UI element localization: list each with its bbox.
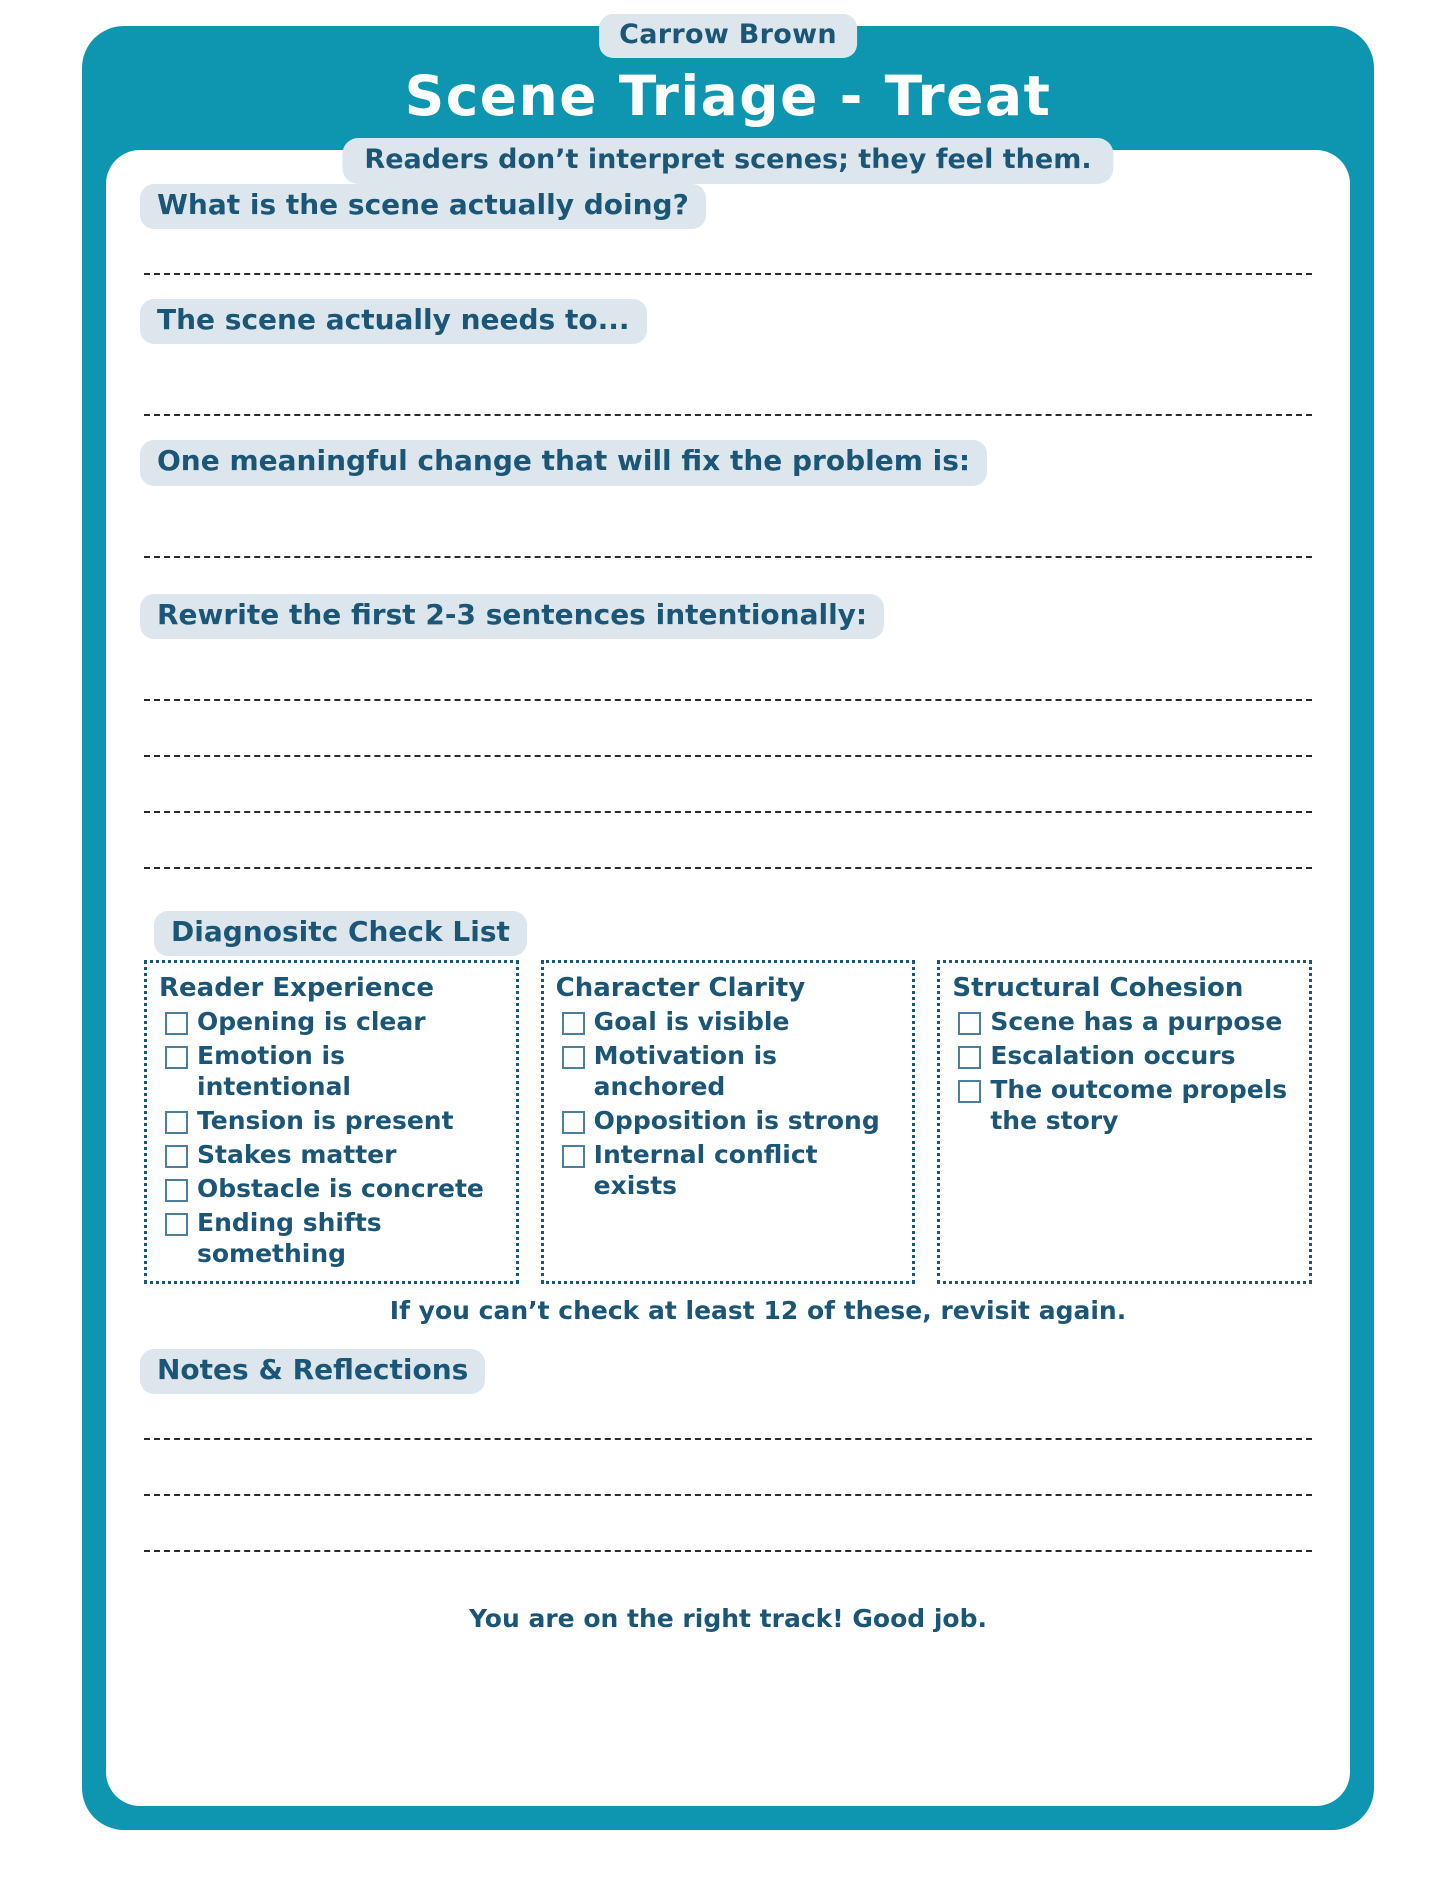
checklist-heading: Diagnositc Check List xyxy=(154,911,527,956)
footer-message: You are on the right track! Good job. xyxy=(469,1604,987,1634)
checklist-item-label: Obstacle is concrete xyxy=(197,1173,484,1203)
checklist-item-label: Emotion is intentional xyxy=(197,1040,352,1101)
checklist-item-label: The outcome propels the story xyxy=(990,1074,1288,1135)
checklist-note: If you can’t check at least 12 of these, revisit again. xyxy=(389,1295,1127,1325)
checklist-column-title: Character Clarity xyxy=(555,972,806,1003)
checkbox-icon[interactable] xyxy=(165,1111,188,1134)
checklist-item-label: Internal conflict exists xyxy=(593,1139,818,1200)
checklist-item[interactable] xyxy=(159,1173,504,1204)
checklist-item[interactable] xyxy=(556,1040,901,1102)
checkbox-icon[interactable] xyxy=(562,1012,585,1035)
checklist-item[interactable] xyxy=(556,1105,901,1136)
checklist-item-label: Scene has a purpose xyxy=(990,1006,1283,1036)
notes-line[interactable] xyxy=(144,1550,1312,1552)
worksheet-page xyxy=(106,150,1350,1806)
checkbox-icon[interactable] xyxy=(165,1012,188,1035)
checklist-item[interactable] xyxy=(952,1040,1297,1071)
prompt-block-3 xyxy=(140,440,1316,485)
prompt-label-3: One meaningful change that will fix the problem is: xyxy=(140,440,987,485)
checkbox-icon[interactable] xyxy=(165,1046,188,1069)
checklist-item-label: Tension is present xyxy=(197,1105,454,1135)
diagnostic-checklist xyxy=(140,875,1316,1325)
checklist-item-label: Opposition is strong xyxy=(593,1105,880,1135)
checklist-item[interactable] xyxy=(159,1006,504,1037)
prompt-block-4 xyxy=(140,594,1316,639)
checkbox-icon[interactable] xyxy=(958,1080,981,1103)
checklist-item-label: Ending shifts something xyxy=(197,1207,382,1268)
checklist-column-structural-cohesion xyxy=(937,960,1312,1284)
worksheet-frame xyxy=(82,19,1374,1830)
checklist-item-label: Goal is visible xyxy=(593,1006,790,1036)
checklist-item-label: Opening is clear xyxy=(197,1006,426,1036)
author-badge: Carrow Brown xyxy=(599,14,857,58)
checklist-column-title: Reader Experience xyxy=(159,972,435,1003)
checkbox-icon[interactable] xyxy=(562,1145,585,1168)
checklist-item-label: Escalation occurs xyxy=(990,1040,1236,1070)
checklist-columns xyxy=(140,960,1316,1284)
page-title: Scene Triage - Treat xyxy=(404,64,1052,128)
checklist-column-title: Structural Cohesion xyxy=(952,972,1244,1003)
checkbox-icon[interactable] xyxy=(562,1046,585,1069)
checklist-item[interactable] xyxy=(159,1207,504,1269)
checklist-item-label: Stakes matter xyxy=(197,1139,397,1169)
prompt-label-2: The scene actually needs to... xyxy=(140,299,647,344)
checklist-column-reader-experience xyxy=(144,960,519,1284)
checklist-item[interactable] xyxy=(159,1139,504,1170)
checklist-item[interactable] xyxy=(556,1139,901,1201)
checkbox-icon[interactable] xyxy=(165,1179,188,1202)
checklist-column-character-clarity xyxy=(541,960,916,1284)
checklist-item[interactable] xyxy=(159,1040,504,1102)
checklist-item[interactable] xyxy=(952,1074,1297,1136)
checklist-item-label: Motivation is anchored xyxy=(593,1040,778,1101)
checklist-item[interactable] xyxy=(556,1006,901,1037)
subtitle-badge: Readers don’t interpret scenes; they feel them. xyxy=(342,138,1113,184)
notes-heading: Notes & Reflections xyxy=(140,1349,485,1394)
prompt-block-1 xyxy=(140,184,1316,229)
checkbox-icon[interactable] xyxy=(165,1145,188,1168)
checkbox-icon[interactable] xyxy=(958,1046,981,1069)
prompt-label-1: What is the scene actually doing? xyxy=(140,184,706,229)
write-line[interactable] xyxy=(144,867,1312,869)
prompt-label-4: Rewrite the first 2-3 sentences intentionally: xyxy=(140,594,884,639)
checklist-item[interactable] xyxy=(952,1006,1297,1037)
checkbox-icon[interactable] xyxy=(958,1012,981,1035)
checkbox-icon[interactable] xyxy=(165,1213,188,1236)
checkbox-icon[interactable] xyxy=(562,1111,585,1134)
prompt-block-2 xyxy=(140,299,1316,344)
notes-section xyxy=(140,1349,1316,1394)
checklist-item[interactable] xyxy=(159,1105,504,1136)
